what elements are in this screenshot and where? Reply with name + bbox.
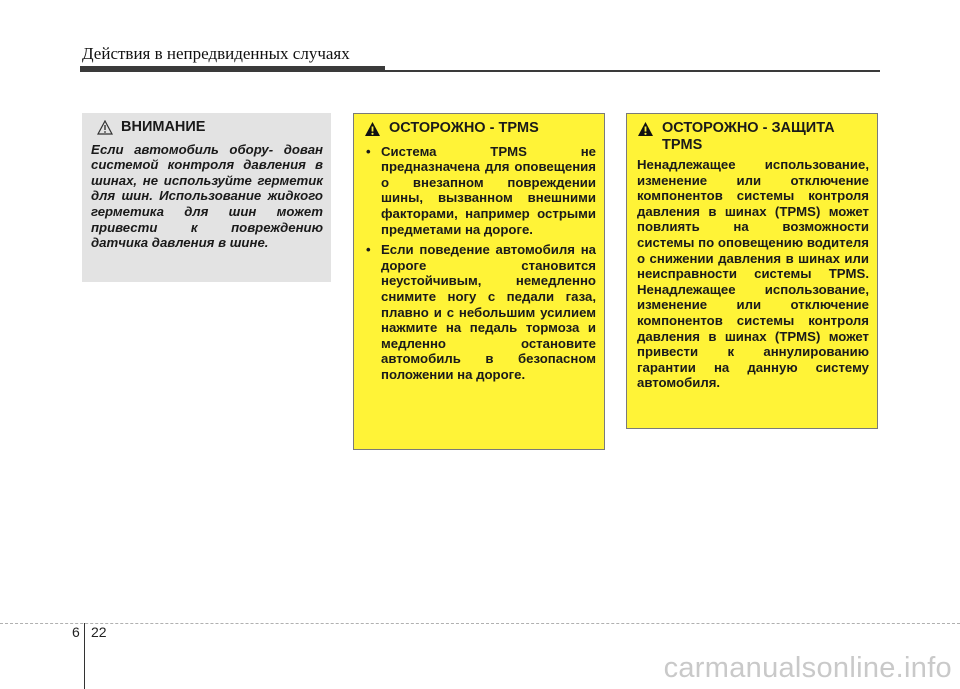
footer-divider (0, 623, 960, 624)
caution-header (91, 119, 323, 139)
section-number: 6 (72, 624, 80, 640)
list-item: • Система TPMS не предназначена для оповещения о внезапном повреждении шины, вызванном внешними факторами, например острыми предметами на дороге. (366, 143, 596, 237)
warning-filled-icon (364, 121, 381, 141)
warning-tpms-title: ОСТОРОЖНО - TPMS (389, 120, 539, 136)
warning-tpms-header (364, 120, 596, 141)
warning-protect-text: Ненадлежащее использование, изменение или отключение компонентов системы контроля давления в шинах (TPMS) может повлиять на возможности системы по оповещению водителя о снижении давления в шинах или неисправности системы TPMS. Ненадлежащее использование, изменение или отключение компонентов системы контроля давления в шинах (TPMS) может привести к аннулированию гарантии на данную систему автомобиля. (637, 157, 869, 391)
warning-protect-box (626, 113, 878, 429)
watermark: carmanualsonline.info (663, 652, 952, 684)
caution-text: Если автомобиль обору- дован системой контроля давления в шинах, не используйте герметик для шин. Использование жидкого герметика для шин может привести к повреждению датчика давления в шине. (91, 141, 323, 251)
caution-title: ВНИМАНИЕ (121, 119, 206, 135)
caution-box (82, 113, 331, 282)
page-number-divider (84, 623, 85, 689)
list-item: • Если поведение автомобиля на дороге становится неустойчивым, немедленно снимите ногу с педали газа, плавно и с небольшим усилием нажмите на педаль тормоза и медленно остановите автомобиль в безопасном положении на дороге. (366, 242, 596, 382)
warning-filled-icon (637, 121, 654, 141)
header-rule-line (80, 70, 880, 72)
page-number: 22 (91, 624, 107, 640)
warning-protect-title: ОСТОРОЖНО - ЗАЩИТА TPMS (662, 120, 835, 153)
warning-tpms-list (364, 144, 596, 383)
warning-tpms-box (353, 113, 605, 450)
page-title: Действия в непредвиденных случаях (82, 44, 350, 63)
warning-protect-header (637, 120, 869, 154)
warning-outline-icon (97, 120, 113, 139)
